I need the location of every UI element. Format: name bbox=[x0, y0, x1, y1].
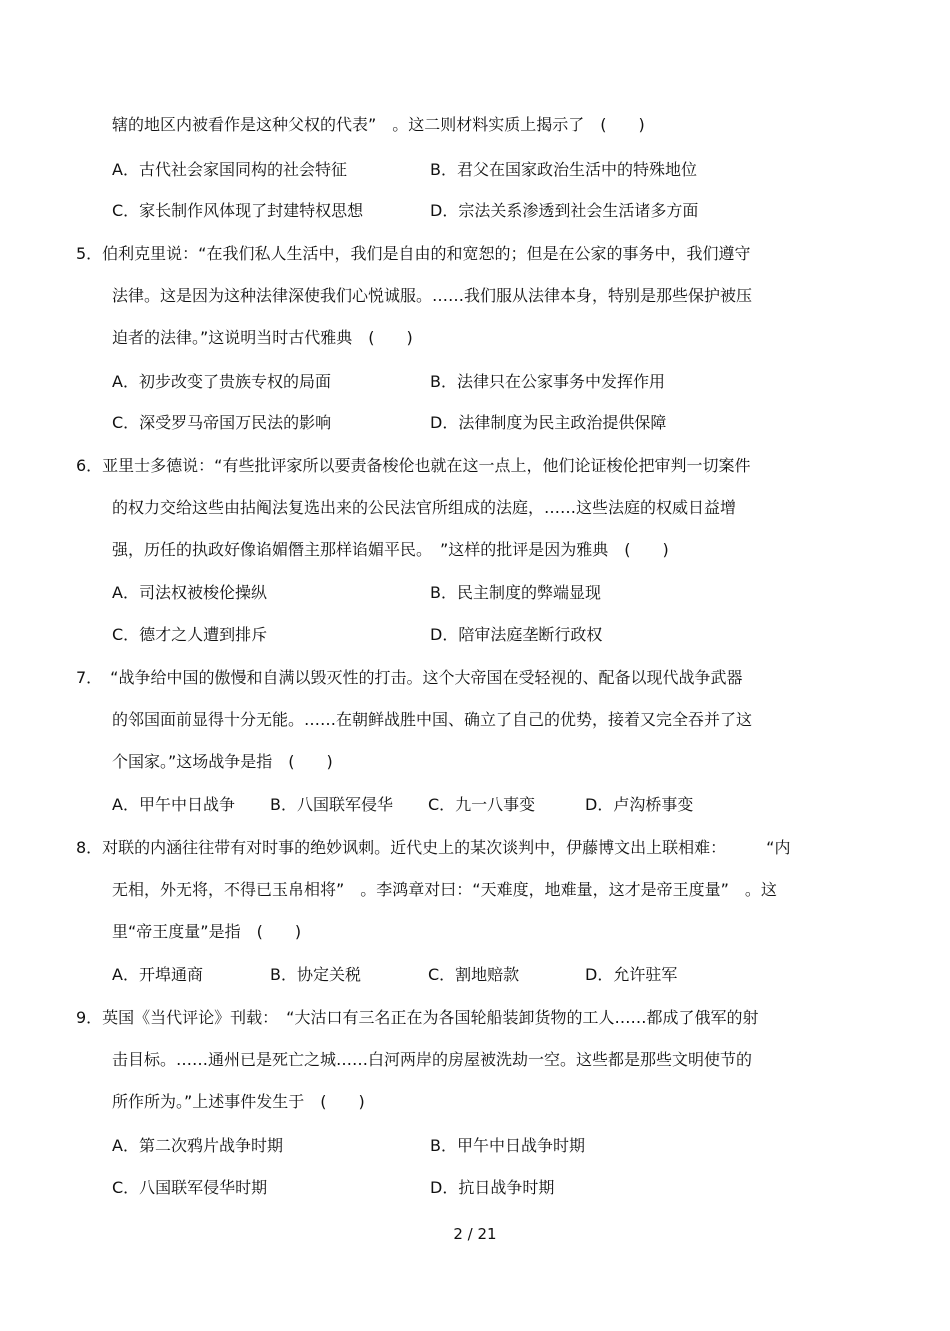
question-8-option-b: B．协定关税 bbox=[270, 965, 361, 984]
question-4-option-d: D．宗法关系渗透到社会生活诸多方面 bbox=[430, 201, 699, 220]
question-6-option-c: C．德才之人遭到排斥 bbox=[112, 625, 268, 644]
question-7-option-b: B．八国联军侵华 bbox=[270, 795, 393, 814]
question-8-stem-line-1: 8．对联的内涵往往带有对时事的绝妙讽刺。近代史上的某次谈判中，伊藤博文出上联相难： “内 bbox=[76, 838, 791, 857]
question-7-stem-line-2: 的邻国面前显得十分无能。……在朝鲜战胜中国、确立了自己的优势，接着又完全吞并了这 bbox=[112, 710, 753, 729]
question-8-option-c: C．割地赔款 bbox=[428, 965, 520, 984]
question-5-option-a: A．初步改变了贵族专权的局面 bbox=[112, 372, 331, 391]
question-9-stem-line-1: 9．英国《当代评论》刊载： “大沽口有三名正在为各国轮船装卸货物的工人……都成了俄军的射 bbox=[76, 1008, 759, 1027]
question-5-option-b: B．法律只在公家事务中发挥作用 bbox=[430, 372, 665, 391]
question-9-option-b: B．甲午中日战争时期 bbox=[430, 1136, 585, 1155]
question-9-stem-line-2: 击目标。……通州已是死亡之城……白河两岸的房屋被洗劫一空。这些都是那些文明使节的 bbox=[112, 1050, 753, 1069]
question-4-option-a: A．古代社会家国同构的社会特征 bbox=[112, 160, 347, 179]
question-7-stem-line-3: 个国家。”这场战争是指 ( ) bbox=[112, 752, 333, 771]
question-7-option-c: C．九一八事变 bbox=[428, 795, 536, 814]
question-6-stem-line-1: 6．亚里士多德说：“有些批评家所以要责备梭伦也就在这一点上，他们论证梭伦把审判一切案件 bbox=[76, 456, 751, 475]
question-5-option-d: D．法律制度为民主政治提供保障 bbox=[430, 413, 667, 432]
question-5-option-c: C．深受罗马帝国万民法的影响 bbox=[112, 413, 332, 432]
question-5-stem-line-3: 迫者的法律。”这说明当时古代雅典 ( ) bbox=[112, 328, 413, 347]
question-4-option-c: C．家长制作风体现了封建特权思想 bbox=[112, 201, 364, 220]
question-8-option-a: A．开埠通商 bbox=[112, 965, 203, 984]
question-6-option-d: D．陪审法庭垄断行政权 bbox=[430, 625, 603, 644]
question-9-option-c: C．八国联军侵华时期 bbox=[112, 1178, 268, 1197]
question-8-stem-line-2: 无相，外无将，不得已玉帛相将” 。李鸿章对曰：“天难度，地难量，这才是帝王度量” 。这 bbox=[112, 880, 777, 899]
question-6-option-a: A．司法权被梭伦操纵 bbox=[112, 583, 267, 602]
question-4-option-b: B．君父在国家政治生活中的特殊地位 bbox=[430, 160, 697, 179]
question-9-option-d: D．抗日战争时期 bbox=[430, 1178, 555, 1197]
question-5-stem-line-2: 法律。这是因为这种法律深使我们心悦诚服。……我们服从法律本身，特别是那些保护被压 bbox=[112, 286, 753, 305]
question-6-option-b: B．民主制度的弊端显现 bbox=[430, 583, 601, 602]
question-6-stem-line-2: 的权力交给这些由拈阄法复选出来的公民法官所组成的法庭，……这些法庭的权威日益增 bbox=[112, 498, 737, 517]
question-7-option-d: D．卢沟桥事变 bbox=[585, 795, 694, 814]
question-9-option-a: A．第二次鸦片战争时期 bbox=[112, 1136, 283, 1155]
question-6-stem-line-3: 强，历任的执政好像谄媚僭主那样谄媚平民。 ”这样的批评是因为雅典 ( ) bbox=[112, 540, 669, 559]
question-7-option-a: A．甲午中日战争 bbox=[112, 795, 235, 814]
question-5-stem-line-1: 5．伯利克里说：“在我们私人生活中，我们是自由的和宽恕的；但是在公家的事务中，我们遵守 bbox=[76, 244, 751, 263]
page-number: 2 / 21 bbox=[453, 1225, 497, 1243]
question-4-stem-continuation: 辖的地区内被看作是这种父权的代表” 。这二则材料实质上揭示了 ( ) bbox=[112, 115, 645, 134]
question-8-stem-line-3: 里“帝王度量”是指 ( ) bbox=[112, 922, 302, 941]
question-8-option-d: D．允许驻军 bbox=[585, 965, 678, 984]
question-9-stem-line-3: 所作所为。”上述事件发生于 ( ) bbox=[112, 1092, 365, 1111]
question-7-stem-line-1: 7． “战争给中国的傲慢和自满以毁灭性的打击。这个大帝国在受轻视的、配备以现代战争武器 bbox=[76, 668, 743, 687]
